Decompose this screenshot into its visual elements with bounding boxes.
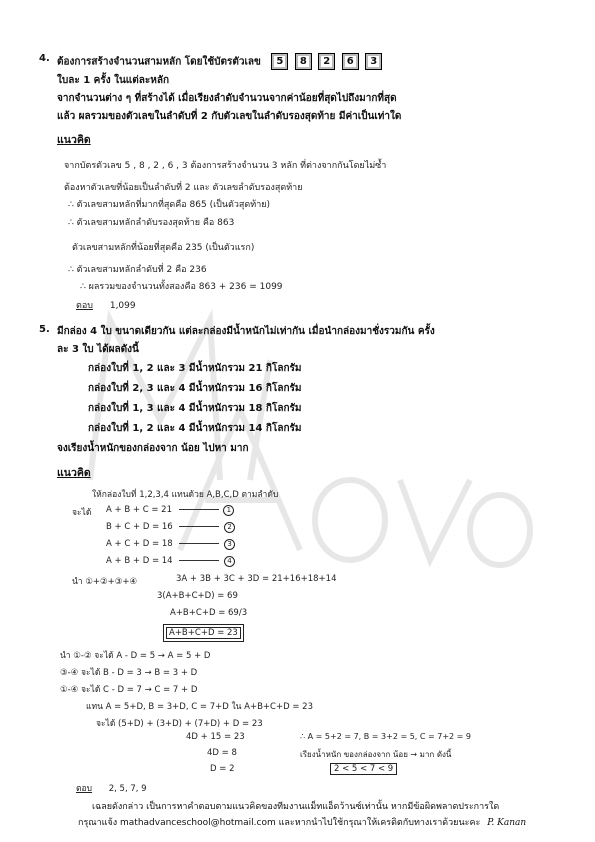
equation-row: [106, 522, 235, 533]
q5-intro: ให้กล่องใบที่ 1,2,3,4 แทนด้วย A,B,C,D ตามลำดับ: [92, 490, 279, 500]
q5-item: กล่องใบที่ 1, 2 และ 4 มีน้ำหนักรวม 14 กิโลกรัม: [88, 423, 302, 434]
sum-line: 3A + 3B + 3C + 3D = 21+16+18+14: [176, 574, 337, 584]
q4-text: ต้องการสร้างจำนวนสามหลัก โดยใช้บัตรตัวเลข: [57, 56, 261, 68]
digit-card: 5: [271, 53, 288, 70]
sum-label: นำ ①+②+③+④: [72, 577, 138, 587]
q4-work-line: จากบัตรตัวเลข 5 , 8 , 2 , 6 , 3 ต้องการสร้างจำนวน 3 หลัก ที่ต่างจากกันโดยไม่ซ้ำ: [64, 161, 387, 171]
q4-work-line: ต้องหาตัวเลขที่น้อยเป็นลำดับที่ 2 และ ตัวเลขลำดับรองสุดท้าย: [64, 183, 303, 193]
order-inequality: 2 < 5 < 7 < 9: [330, 763, 397, 775]
q4-work-line: ∴ ผลรวมของจำนวนทั้งสองคือ 863 + 236 = 1099: [80, 282, 283, 292]
q4-line3: จากจำนวนต่าง ๆ ที่สร้างได้ เมื่อเรียงลำดับจำนวนจากค่าน้อยที่สุดไปถึงมากที่สุด: [57, 93, 397, 104]
answer-value: 1,099: [109, 301, 136, 311]
substitute-line: 4D = 8: [207, 748, 237, 758]
q4-number: 4.: [39, 53, 50, 64]
answer-label: ตอบ: [76, 301, 93, 311]
sum-line: A+B+C+D = 69/3: [170, 608, 248, 618]
result-line: เรียงน้ำหนัก ของกล่องจาก น้อย → มาก ดังนี้: [300, 750, 452, 759]
sum-result-boxed: [166, 628, 241, 638]
footer-line-2: [78, 815, 526, 829]
sum-result: A+B+C+D = 23: [166, 627, 241, 639]
q5-line1: [39, 324, 435, 339]
signature: P. Kanan: [487, 818, 527, 828]
answer-label: ตอบ: [76, 784, 93, 794]
equation: A + C + D = 18: [106, 539, 173, 549]
q4-work-line: ∴ ตัวเลขสามหลักที่มากที่สุดคือ 865 (เป็นตัวสุดท้าย): [68, 200, 271, 210]
equation-number: 4: [224, 556, 235, 567]
equation-row: [106, 556, 235, 567]
q5-item: กล่องใบที่ 1, 3 และ 4 มีน้ำหนักรวม 18 กิโลกรัม: [88, 403, 302, 414]
q5-item: กล่องใบที่ 1, 2 และ 3 มีน้ำหนักรวม 21 กิโลกรัม: [88, 363, 302, 374]
q5-line2: ละ 3 ใบ ได้ผลดังนี้: [57, 344, 139, 355]
result-line: ∴ A = 5+2 = 7, B = 3+2 = 5, C = 7+2 = 9: [300, 732, 472, 741]
digit-cards: [268, 57, 382, 68]
answer-value: 2, 5, 7, 9: [108, 784, 147, 794]
diff-line: ①-④ จะได้ C - D = 7 → C = 7 + D: [60, 685, 198, 695]
substitute-line: จะได้ (5+D) + (3+D) + (7+D) + D = 23: [96, 719, 263, 729]
digit-card: 8: [295, 53, 312, 70]
q5-text: มีกล่อง 4 ใบ ขนาดเดียวกัน แต่ละกล่องมีน้ำหนักไม่เท่ากัน เมื่อนำกล่องมาชั่งรวมกัน ครั้ง: [57, 326, 435, 337]
substitute-line: แทน A = 5+D, B = 3+D, C = 7+D ใน A+B+C+D = 23: [86, 702, 313, 712]
footer-text: กรุณาแจ้ง mathadvanceschool@hotmail.com และหากนำไปใช้กรุณาให้เครดิตกับทางเราด้วยนะคะ: [78, 818, 481, 828]
equation: A + B + D = 14: [106, 556, 173, 566]
q5-line3: จงเรียงน้ำหนักของกล่องจาก น้อย ไปหา มาก: [57, 443, 249, 454]
q4-line4: แล้ว ผลรวมของตัวเลขในลำดับที่ 2 กับตัวเลขในลำดับรองสุดท้าย มีค่าเป็นเท่าใด: [57, 111, 402, 122]
q4-work-line: ตัวเลขสามหลักที่น้อยที่สุดคือ 235 (เป็นตัวแรก): [72, 243, 255, 253]
q4-work-line: ∴ ตัวเลขสามหลักลำดับที่ 2 คือ 236: [68, 265, 207, 275]
q4-line1: [39, 53, 382, 70]
substitute-line: 4D + 15 = 23: [186, 732, 245, 742]
substitute-line: D = 2: [210, 764, 235, 774]
q4-line2: ใบละ 1 ครั้ง ในแต่ละหลัก: [57, 75, 170, 86]
q5-answer: [76, 781, 147, 795]
equation: B + C + D = 16: [106, 522, 173, 532]
diff-line: นำ ①-② จะได้ A - D = 5 → A = 5 + D: [60, 651, 211, 661]
equation-number: 2: [224, 522, 235, 533]
footer-line-1: เฉลยดังกล่าว เป็นการหาคำตอบตามแนวคิดของทีมงานแม็ทแอ็ดว้านซ์เท่านั้น หากมีข้อผิดพลาดประการใด: [92, 802, 500, 812]
solution-heading: แนวคิด: [57, 467, 91, 479]
q4-work-line: ∴ ตัวเลขสามหลักลำดับรองสุดท้าย คือ 863: [68, 218, 235, 228]
equation-row: [106, 505, 234, 516]
result-order: [330, 764, 397, 774]
equation: A + B + C = 21: [106, 505, 172, 515]
digit-card: 2: [318, 53, 335, 70]
equation-number: 1: [223, 505, 234, 516]
q5-jadai: จะได้: [72, 508, 92, 518]
q4-answer: [76, 298, 136, 312]
sum-line: 3(A+B+C+D) = 69: [157, 591, 238, 601]
digit-card: 3: [365, 53, 382, 70]
diff-line: ③-④ จะได้ B - D = 3 → B = 3 + D: [60, 668, 198, 678]
solution-heading: แนวคิด: [57, 134, 91, 146]
digit-card: 6: [342, 53, 359, 70]
q5-item: กล่องใบที่ 2, 3 และ 4 มีน้ำหนักรวม 16 กิโลกรัม: [88, 383, 302, 394]
equation-row: [106, 539, 235, 550]
q5-number: 5.: [39, 324, 50, 335]
equation-number: 3: [224, 539, 235, 550]
